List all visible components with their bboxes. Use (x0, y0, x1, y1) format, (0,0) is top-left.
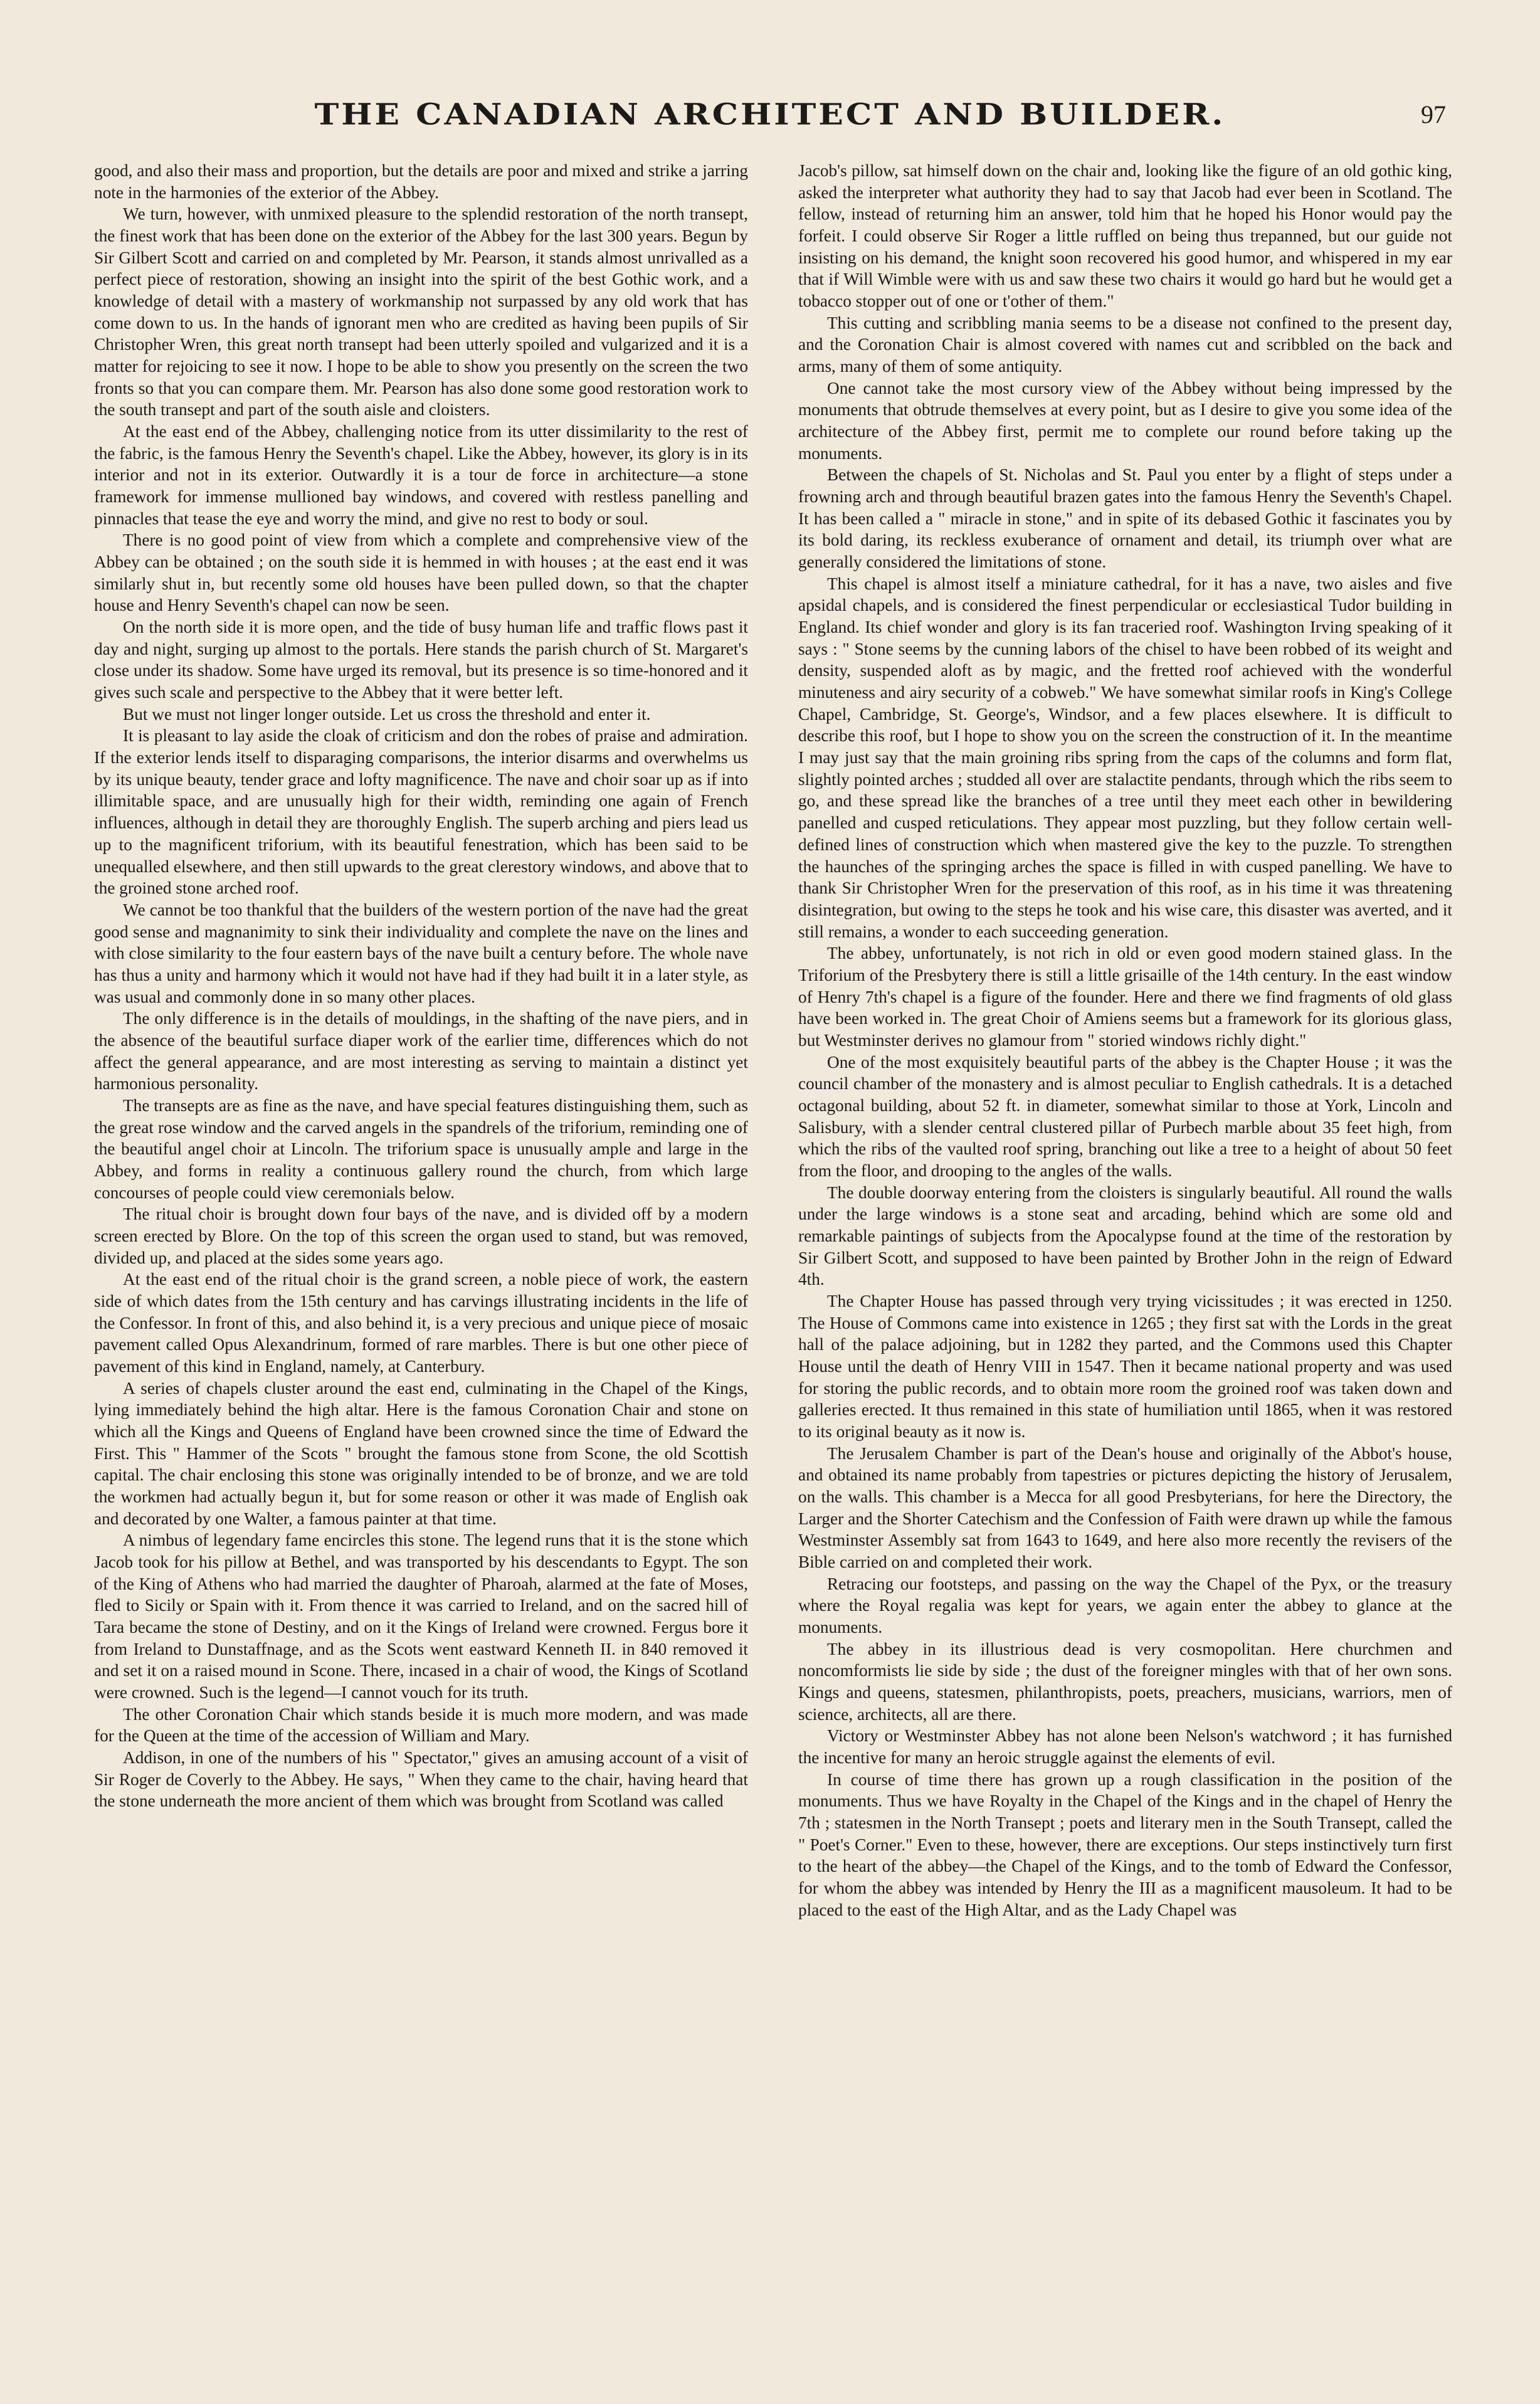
paragraph: This chapel is almost itself a miniature cathedral, for it has a nave, two aisles and five apsidal chapels, and is considered the finest perpendicular or ecclesiastical Tudor building in England. Its chief wonder and glory is its fan traceried roof. Washington Irving speaking of it says : " Stone seems by the cunning labors of the chisel to have been robbed of its weight and density, suspended aloft as by magic, and the fretted roof achieved with the wonderful minuteness and airy security of a cobweb." We have somewhat similar roofs in King's College Chapel, Cambridge, St. George's, Windsor, and a few places elsewhere. It is difficult to describe this roof, but I hope to show you on the screen the construction of it. In the meantime I may just say that the main groining ribs spring from the caps of the columns and form flat, slightly pointed arches ; studded all over are stalactite pendants, through which the ribs seem to go, and these spread like the branches of a tree until they meet each other in bewildering panelled and cusped reticulations. They appear most puzzling, but they follow certain well-defined lines of construction which when mastered give the key to the puzzle. To strengthen the haunches of the springing arches the space is filled in with cusped panelling. We have to thank Sir Christopher Wren for the preservation of this roof, as in his time it was threatening disintegration, but owing to the steps he took and his wise care, this disaster was averted, and it still remains, a wonder to each succeeding generation. (798, 574, 1452, 941)
paragraph: We cannot be too thankful that the builders of the western portion of the nave had the great good sense and magnanimity to sink their individuality and complete the nave on the lines and with close similarity to the four eastern bays of the nave built a century before. The whole nave has thus a unity and harmony which it would not have had if they had built it in a later style, as was usual and commonly done in so many other places. (94, 900, 748, 1006)
paragraph: This cutting and scribbling mania seems to be a disease not confined to the present day, and the Coronation Chair is almost covered with names cut and scribbled on the back and arms, many of them of some antiquity. (798, 313, 1452, 376)
paragraph: It is pleasant to lay aside the cloak of criticism and don the robes of praise and admiration. If the exterior lends itself to disparaging comparisons, the interior disarms and overwhelms us by its unique beauty, tender grace and lofty magnificence. The nave and choir soar up as if into illimitable space, and are unusually high for their width, reminding one again of French influences, although in detail they are thoroughly English. The superb arching and piers lead us up to the magnificent triforium, with its beautiful fenestration, which has been said to be unequalled elsewhere, and then still upwards to the great clerestory windows, and above that to the groined stone arched roof. (94, 726, 748, 898)
paragraph: But we must not linger longer outside. Let us cross the threshold and enter it. (123, 704, 651, 724)
paragraph: The abbey, unfortunately, is not rich in old or even good modern stained glass. In the Triforium of the Presbytery there is still a little grisaille of the 14th century. In the east window of Henry 7th's chapel is a figure of the founder. Here and there we find fragments of old glass have been worked in. The great Choir of Amiens seems but a framework for its glorious glass, but Westminster derives no glamour from " storied windows richly dight." (798, 944, 1452, 1050)
masthead-title: THE CANADIAN ARCHITECT AND BUILDER. (314, 97, 1226, 132)
paragraph: A nimbus of legendary fame encircles this stone. The legend runs that it is the stone which Jacob took for his pillow at Bethel, and was transported by his descendants to Egypt. The son of the King of Athens who had married the daughter of Pharoah, alarmed at the fate of Moses, fled to Sicily or Spain with it. From thence it was carried to Ireland, and on the sacred hill of Tara became the stone of Destiny, and on it the Kings of Ireland were crowned. Fergus bore it from Ireland to Dunstaffnage, and as the Scots went eastward Kenneth II. in 840 removed it and set it on a raised mound in Scone. There, incased in a chair of wood, the Kings of Scotland were crowned. Such is the legend—I cannot vouch for its truth. (94, 1531, 748, 1702)
paragraph: Jacob's pillow, sat himself down on the chair and, looking like the figure of an old gothic king, asked the interpreter what authority they had to say that Jacob had ever been in Scotland. The fellow, instead of returning him an answer, told him that he hoped his Honor would pay the forfeit. I could observe Sir Roger a little ruffled on being thus trepanned, but our guide not insisting on his demand, the knight soon recovered his good humor, and whispered in my ear that if Will Wimble were with us and saw these two chairs it would go hard but he would get a tobacco stopper out of one or t'other of them." (798, 161, 1452, 311)
paragraph: At the east end of the ritual choir is the grand screen, a noble piece of work, the eastern side of which dates from the 15th century and has carvings illustrating incidents in the life of the Confessor. In front of this, and also behind it, is a very precious and unique piece of mosaic pavement called Opus Alexandrinum, formed of rare marbles. There is but one other piece of pavement of this kind in England, namely, at Canterbury. (94, 1270, 748, 1376)
paragraph: There is no good point of view from which a complete and comprehensive view of the Abbey can be obtained ; on the south side it is hemmed in with houses ; at the east end it was similarly shut in, but recently some old houses have been pulled down, so that the chapter house and Henry Seventh's chapel can now be seen. (94, 530, 748, 615)
right-column (798, 160, 1452, 2366)
masthead (94, 93, 1446, 137)
paragraph: Addison, in one of the numbers of his " Spectator," gives an amusing account of a visit of Sir Roger de Coverly to the Abbey. He says, " When they came to the chair, having heard that the stone underneath the more ancient of them which was brought from Scotland was called (94, 1748, 748, 1811)
paragraph: Between the chapels of St. Nicholas and St. Paul you enter by a flight of steps under a frowning arch and through beautiful brazen gates into the famous Henry the Seventh's Chapel. It has been called a " miracle in stone," and in spite of its debased Gothic it fascinates you by its bold daring, its reckless exuberance of ornament and detail, its triumph over what are generally considered the limitations of stone. (798, 465, 1452, 572)
article-body (94, 160, 1452, 2366)
paragraph: good, and also their mass and proportion, but the details are poor and mixed and strike a jarring note in the harmonies of the exterior of the Abbey. (94, 161, 748, 202)
paragraph: The Jerusalem Chamber is part of the Dean's house and originally of the Abbot's house, and obtained its name probably from tapestries or pictures depicting the history of Jerusalem, on the walls. This chamber is a Mecca for all good Presbyterians, for here the Directory, the Larger and the Shorter Catechism and the Confession of Faith were drawn up while the famous Westminster Assembly sat from 1643 to 1649, and here also more recently the revisers of the Bible carried on and completed their work. (798, 1443, 1452, 1571)
paragraph: One of the most exquisitely beautiful parts of the abbey is the Chapter House ; it was the council chamber of the monastery and is almost peculiar to English cathedrals. It is a detached octagonal building, about 52 ft. in diameter, somewhat similar to those at York, Lincoln and Salisbury, with a slender central clustered pillar of Purbech marble about 35 feet high, from which the ribs of the vaulted roof spring, branching out like a tree to a height of about 50 feet from the floor, and drooping to the angles of the walls. (798, 1052, 1452, 1180)
paragraph: At the east end of the Abbey, challenging notice from its utter dissimilarity to the rest of the fabric, is the famous Henry the Seventh's chapel. Like the Abbey, however, its glory is in its interior and not in its exterior. Outwardly it is a tour de force in architecture—a stone framework for immense mullioned bay windows, and covered with restless panelling and pinnacles that tease the eye and worry the mind, and give no rest to body or soul. (94, 422, 748, 528)
paragraph: The Chapter House has passed through very trying vicissitudes ; it was erected in 1250. The House of Commons came into existence in 1265 ; they first sat with the Lords in the great hall of the palace adjoining, but in 1282 they parted, and the Commons used this Chapter House until the death of Henry VIII in 1547. Then it became national property and was used for storing the public records, and to obtain more room the groined roof was taken down and galleries erected. It thus remained in this state of humiliation until 1865, when it was restored to its original beauty as it now is. (798, 1291, 1452, 1441)
left-column (94, 160, 748, 2366)
paragraph: In course of time there has grown up a rough classification in the position of the monuments. Thus we have Royalty in the Chapel of the Kings and in the chapel of Henry the 7th ; statesmen in the North Transept ; poets and literary men in the South Transept, called the " Poet's Corner." Even to these, however, there are exceptions. Our steps instinctively turn first to the heart of the abbey—the Chapel of the Kings, and to the tomb of Edward the Confessor, for whom the abbey was intended by Henry the III as a magnificent mausoleum. It had to be placed to the east of the High Altar, and as the Lady Chapel was (798, 1769, 1452, 1919)
paragraph: The abbey in its illustrious dead is very cosmopolitan. Here churchmen and noncomformists lie side by side ; the dust of the foreigner mingles with that of her own sons. Kings and queens, statesmen, philanthropists, poets, preachers, musicians, warriors, men of science, architects, all are there. (798, 1639, 1452, 1724)
paragraph: We turn, however, with unmixed pleasure to the splendid restoration of the north transept, the finest work that has been done on the exterior of the Abbey for the last 300 years. Begun by Sir Gilbert Scott and carried on and completed by Mr. Pearson, it stands almost unrivalled as a perfect piece of restoration, showing an insight into the spirit of the best Gothic work, and a knowledge of detail with a mastery of workmanship not surpassed by any old work that has come down to us. In the hands of ignorant men who are credited as having been pupils of Sir Christopher Wren, this great north transept had been utterly spoiled and vulgarized and it is a matter for rejoicing to see it now. I hope to be able to show you presently on the screen the two fronts so that you can compare them. Mr. Pearson has also done some good restoration work to the south transept and part of the south aisle and cloisters. (94, 204, 748, 419)
paragraph: One cannot take the most cursory view of the Abbey without being impressed by the monuments that obtrude themselves at every point, but as I desire to give you some idea of the architecture of the Abbey first, permit me to complete our round before taking up the monuments. (798, 378, 1452, 463)
paragraph: A series of chapels cluster around the east end, culminating in the Chapel of the Kings, lying immediately behind the high altar. Here is the famous Coronation Chair and stone on which all the Kings and Queens of England have been crowned since the time of Edward the First. This " Hammer of the Scots " brought the famous stone from Scone, the old Scottish capital. The chair enclosing this stone was originally intended to be of bronze, and we are told the workmen had actually begun it, but for some reason or other it was made of English oak and decorated by one Walter, a famous painter at that time. (94, 1378, 748, 1528)
paragraph: The ritual choir is brought down four bays of the nave, and is divided off by a modern screen erected by Blore. On the top of this screen the organ used to stand, but was removed, divided up, and placed at the sides some years ago. (94, 1205, 748, 1267)
page-number: 97 (1421, 100, 1446, 129)
paragraph: The transepts are as fine as the nave, and have special features distinguishing them, such as the great rose window and the carved angels in the spandrels of the triforium, reminding one of the beautiful angel choir at Lincoln. The triforium space is unusually ample and large in the Abbey, and forms in reality a continuous gallery round the church, from which large concourses of people could view ceremonials below. (94, 1095, 748, 1202)
paragraph: On the north side it is more open, and the tide of busy human life and traffic flows past it day and night, surging up almost to the portals. Here stands the parish church of St. Margaret's close under its shadow. Some have urged its removal, but its presence is so time-honored and it gives such scale and perspective to the Abbey that it were better left. (94, 618, 748, 702)
paragraph: The double doorway entering from the cloisters is singularly beautiful. All round the walls under the large windows is a stone seat and arcading, behind which are some old and remarkable paintings of subjects from the Apocalypse found at the time of the restoration by Sir Gilbert Scott, and supposed to have been painted by Brother John in the reign of Edward 4th. (798, 1183, 1452, 1289)
paragraph: Victory or Westminster Abbey has not alone been Nelson's watchword ; it has furnished the incentive for many an heroic struggle against the elements of evil. (798, 1726, 1452, 1768)
paragraph: The other Coronation Chair which stands beside it is much more modern, and was made for the Queen at the time of the accession of William and Mary. (94, 1704, 748, 1746)
paragraph: Retracing our footsteps, and passing on the way the Chapel of the Pyx, or the treasury where the Royal regalia was kept for years, we again enter the abbey to glance at the monuments. (798, 1574, 1452, 1637)
paragraph: The only difference is in the details of mouldings, in the shafting of the nave piers, and in the absence of the beautiful surface diaper work of the earlier time, differences which do not affect the general appearance, and are most interesting as serving to maintain a distinct yet harmonious personality. (94, 1009, 748, 1094)
